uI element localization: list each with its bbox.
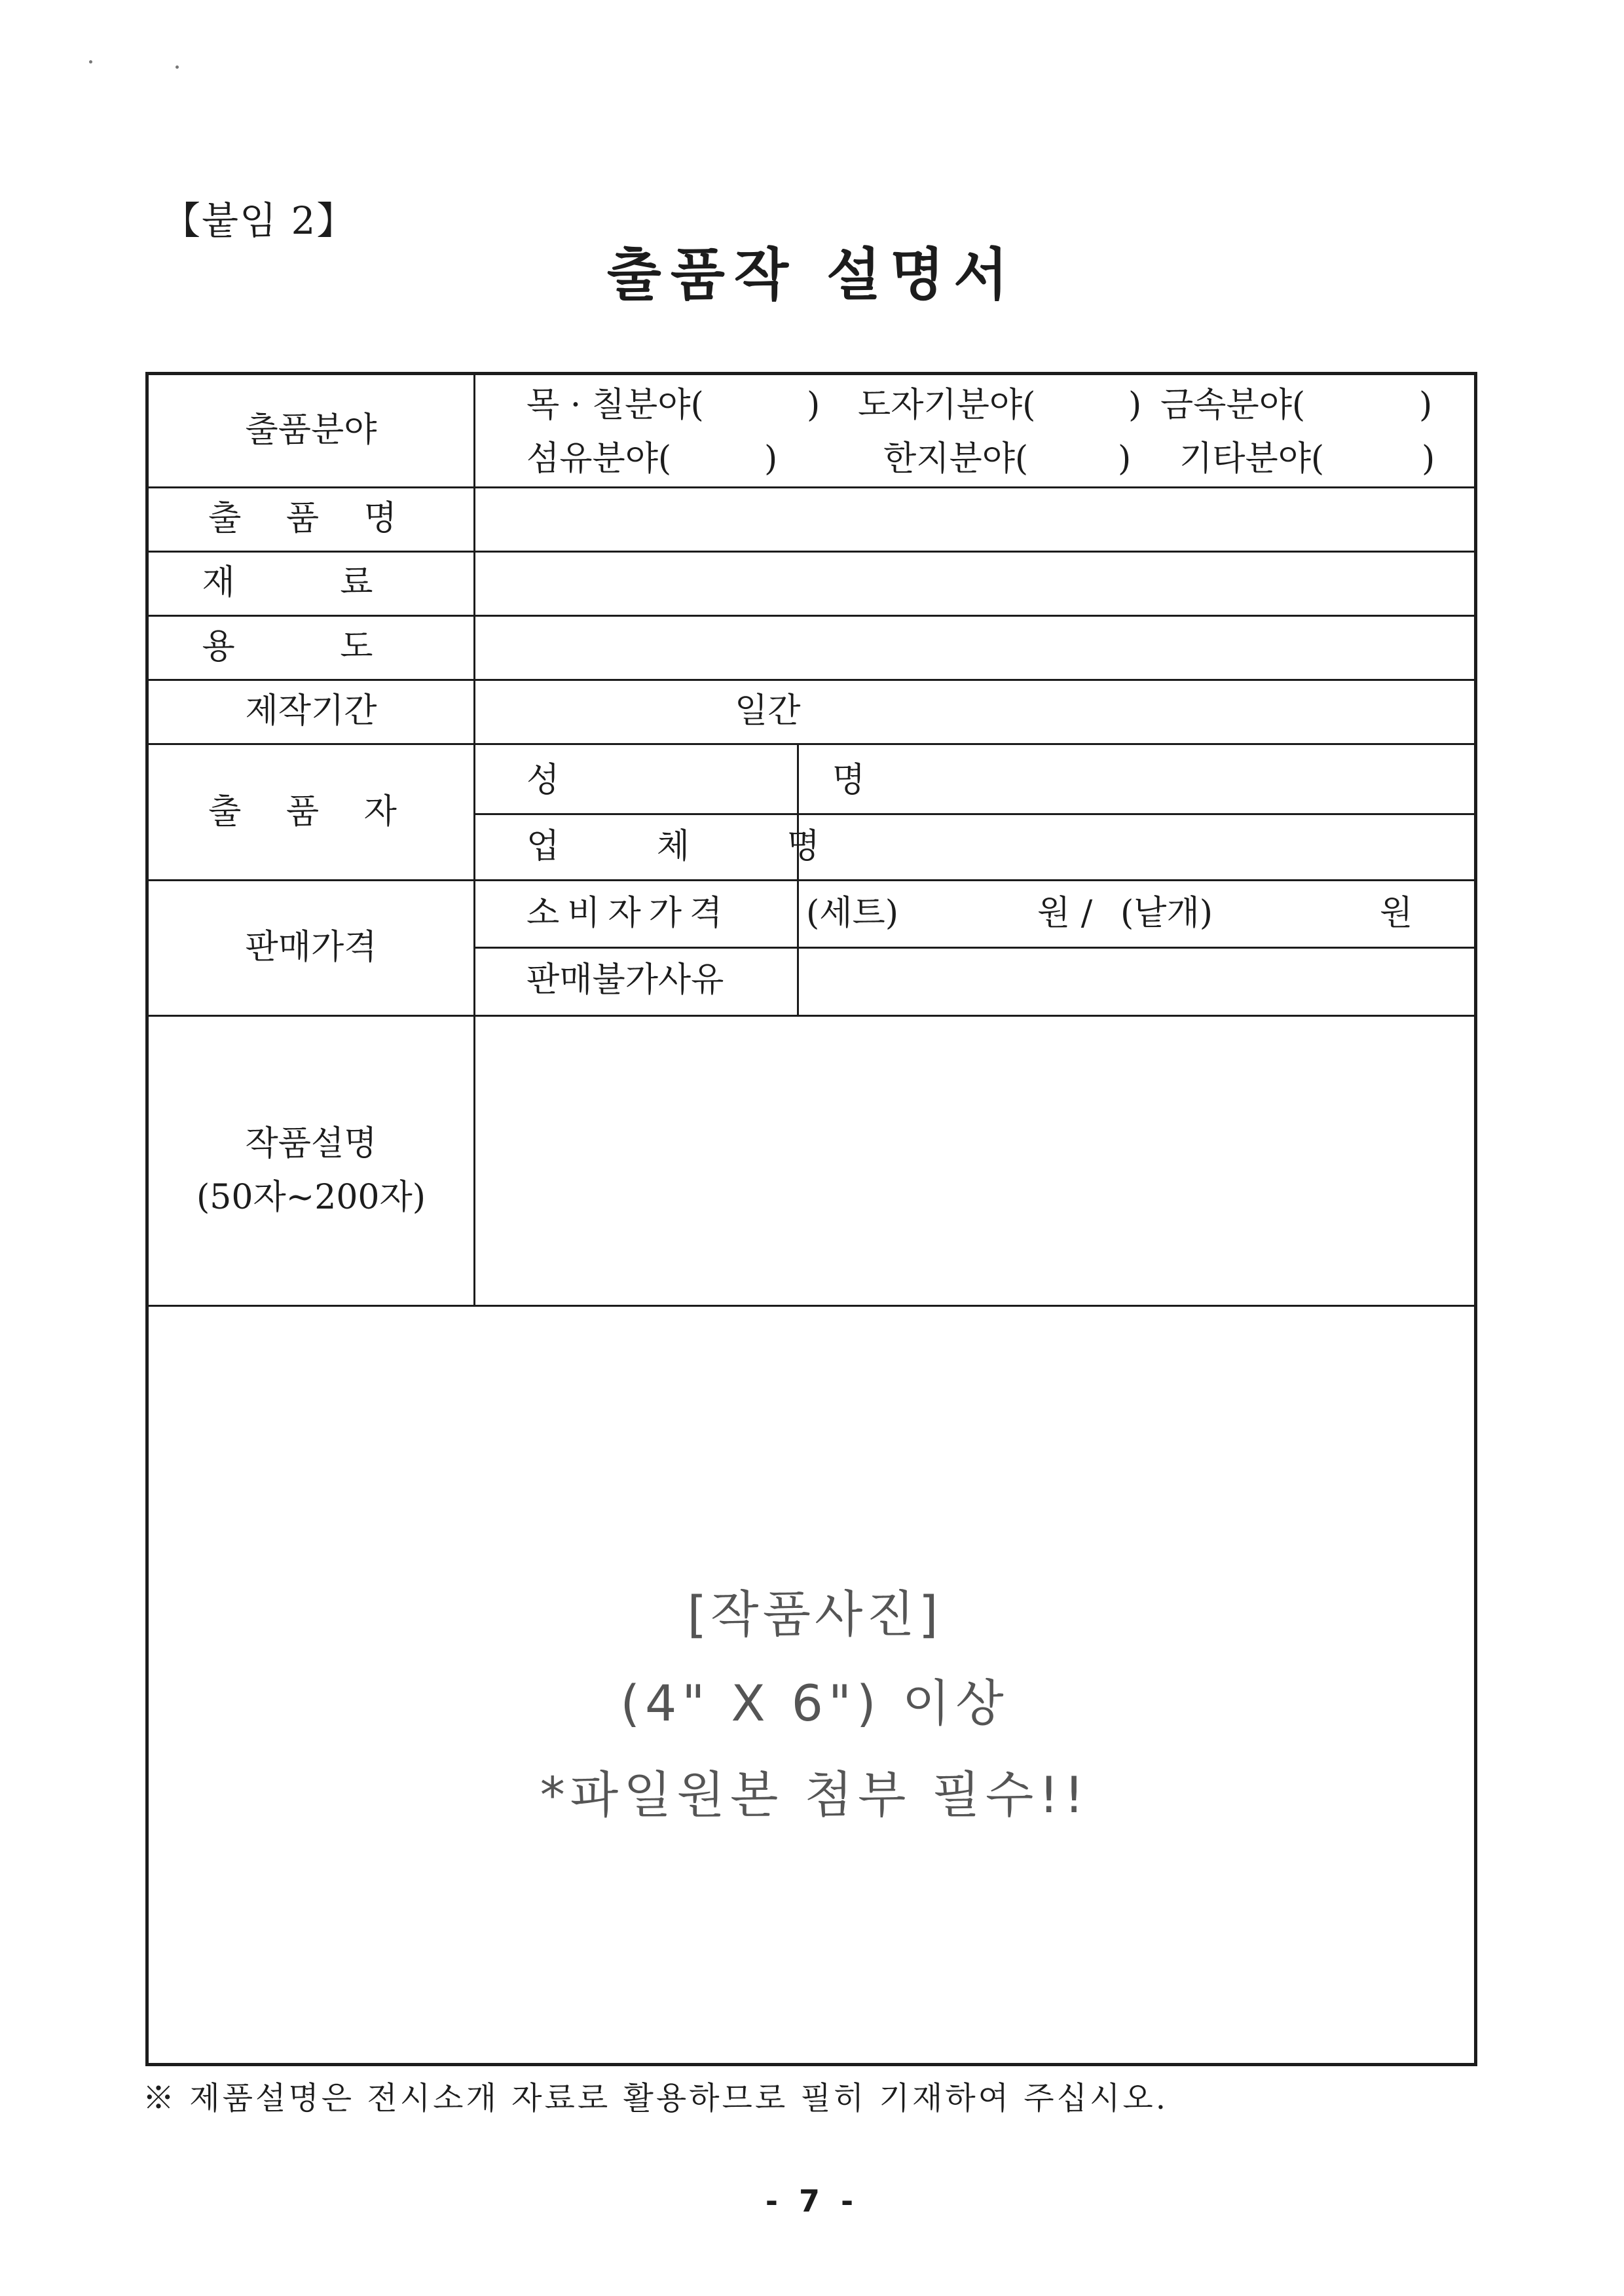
sale-price-label: 판매가격 xyxy=(245,928,377,967)
category-option-close: ) xyxy=(807,386,821,425)
item-name-field[interactable] xyxy=(489,501,1465,541)
photo-size-requirement: (4" X 6") 이상 xyxy=(620,1674,1009,1732)
description-label: 작품설명 xyxy=(245,1124,377,1163)
production-period-unit: 일간 xyxy=(735,691,801,731)
usage-label: 용 도 xyxy=(202,627,420,666)
category-label: 출품분야 xyxy=(245,410,377,450)
material-label: 재 료 xyxy=(202,563,420,602)
category-option-close: ) xyxy=(1422,439,1435,479)
exhibitor-company-label: 업 체 명 xyxy=(526,827,863,866)
category-option-ceramics[interactable]: 도자기분야( xyxy=(858,386,1036,425)
exhibitor-label: 출 품 자 xyxy=(208,792,414,831)
row-divider xyxy=(149,743,1477,745)
category-option-metal[interactable]: 금속분야( xyxy=(1160,386,1306,425)
page-number: - 7 - xyxy=(765,2183,859,2219)
category-option-hanji[interactable]: 한지분야( xyxy=(883,439,1029,479)
not-for-sale-reason-label: 판매불가사유 xyxy=(526,960,724,1000)
row-divider xyxy=(149,615,1477,617)
page-title: 출품작 설명서 xyxy=(606,242,1018,308)
material-field[interactable] xyxy=(489,566,1465,605)
attachment-label: 【붙임 2】 xyxy=(162,198,356,243)
category-option-close: ) xyxy=(764,439,778,479)
won-slash-text: 원 / xyxy=(1037,894,1093,933)
category-option-textile[interactable]: 섬유분야( xyxy=(526,439,672,479)
not-for-sale-reason-field[interactable] xyxy=(810,963,1465,1002)
won-text: 원 xyxy=(1380,894,1413,933)
description-length-hint: (50자~200자) xyxy=(196,1178,426,1217)
category-option-close: ) xyxy=(1419,386,1433,425)
row-divider xyxy=(149,1305,1477,1307)
category-option-other[interactable]: 기타분야( xyxy=(1179,439,1325,479)
row-divider xyxy=(149,679,1477,681)
description-field[interactable] xyxy=(489,1030,1465,1292)
set-price-label: (세트) xyxy=(806,894,899,933)
category-option-close: ) xyxy=(1118,439,1132,479)
exhibitor-company-field[interactable] xyxy=(810,829,1465,869)
production-period-label: 제작기간 xyxy=(245,691,377,731)
single-price-label: (낱개) xyxy=(1120,894,1213,933)
row-divider xyxy=(149,486,1477,488)
row-divider xyxy=(473,947,1477,949)
scan-speck xyxy=(89,60,92,64)
category-option-wood-lacquer[interactable]: 목 · 칠분야( xyxy=(526,386,704,425)
row-divider xyxy=(473,813,1477,815)
footnote: ※ 제품설명은 전시소개 자료로 활용하므로 필히 기재하여 주십시오. xyxy=(143,2080,1169,2117)
exhibitor-name-field[interactable] xyxy=(810,763,1465,803)
scan-speck xyxy=(175,65,179,69)
photo-placeholder-title: [작품사진] xyxy=(687,1585,942,1643)
row-divider xyxy=(149,551,1477,553)
entry-description-form xyxy=(145,372,1477,2066)
row-divider xyxy=(149,879,1477,881)
row-divider xyxy=(149,1015,1477,1017)
exhibitor-name-label: 성 명 xyxy=(526,761,996,800)
consumer-price-label: 소비자가격 xyxy=(526,894,731,933)
usage-field[interactable] xyxy=(489,630,1465,669)
column-divider xyxy=(473,375,475,1305)
item-name-label: 출 품 명 xyxy=(208,499,414,538)
category-option-close: ) xyxy=(1128,386,1142,425)
photo-file-requirement: *파일원본 첨부 필수!! xyxy=(540,1766,1090,1824)
